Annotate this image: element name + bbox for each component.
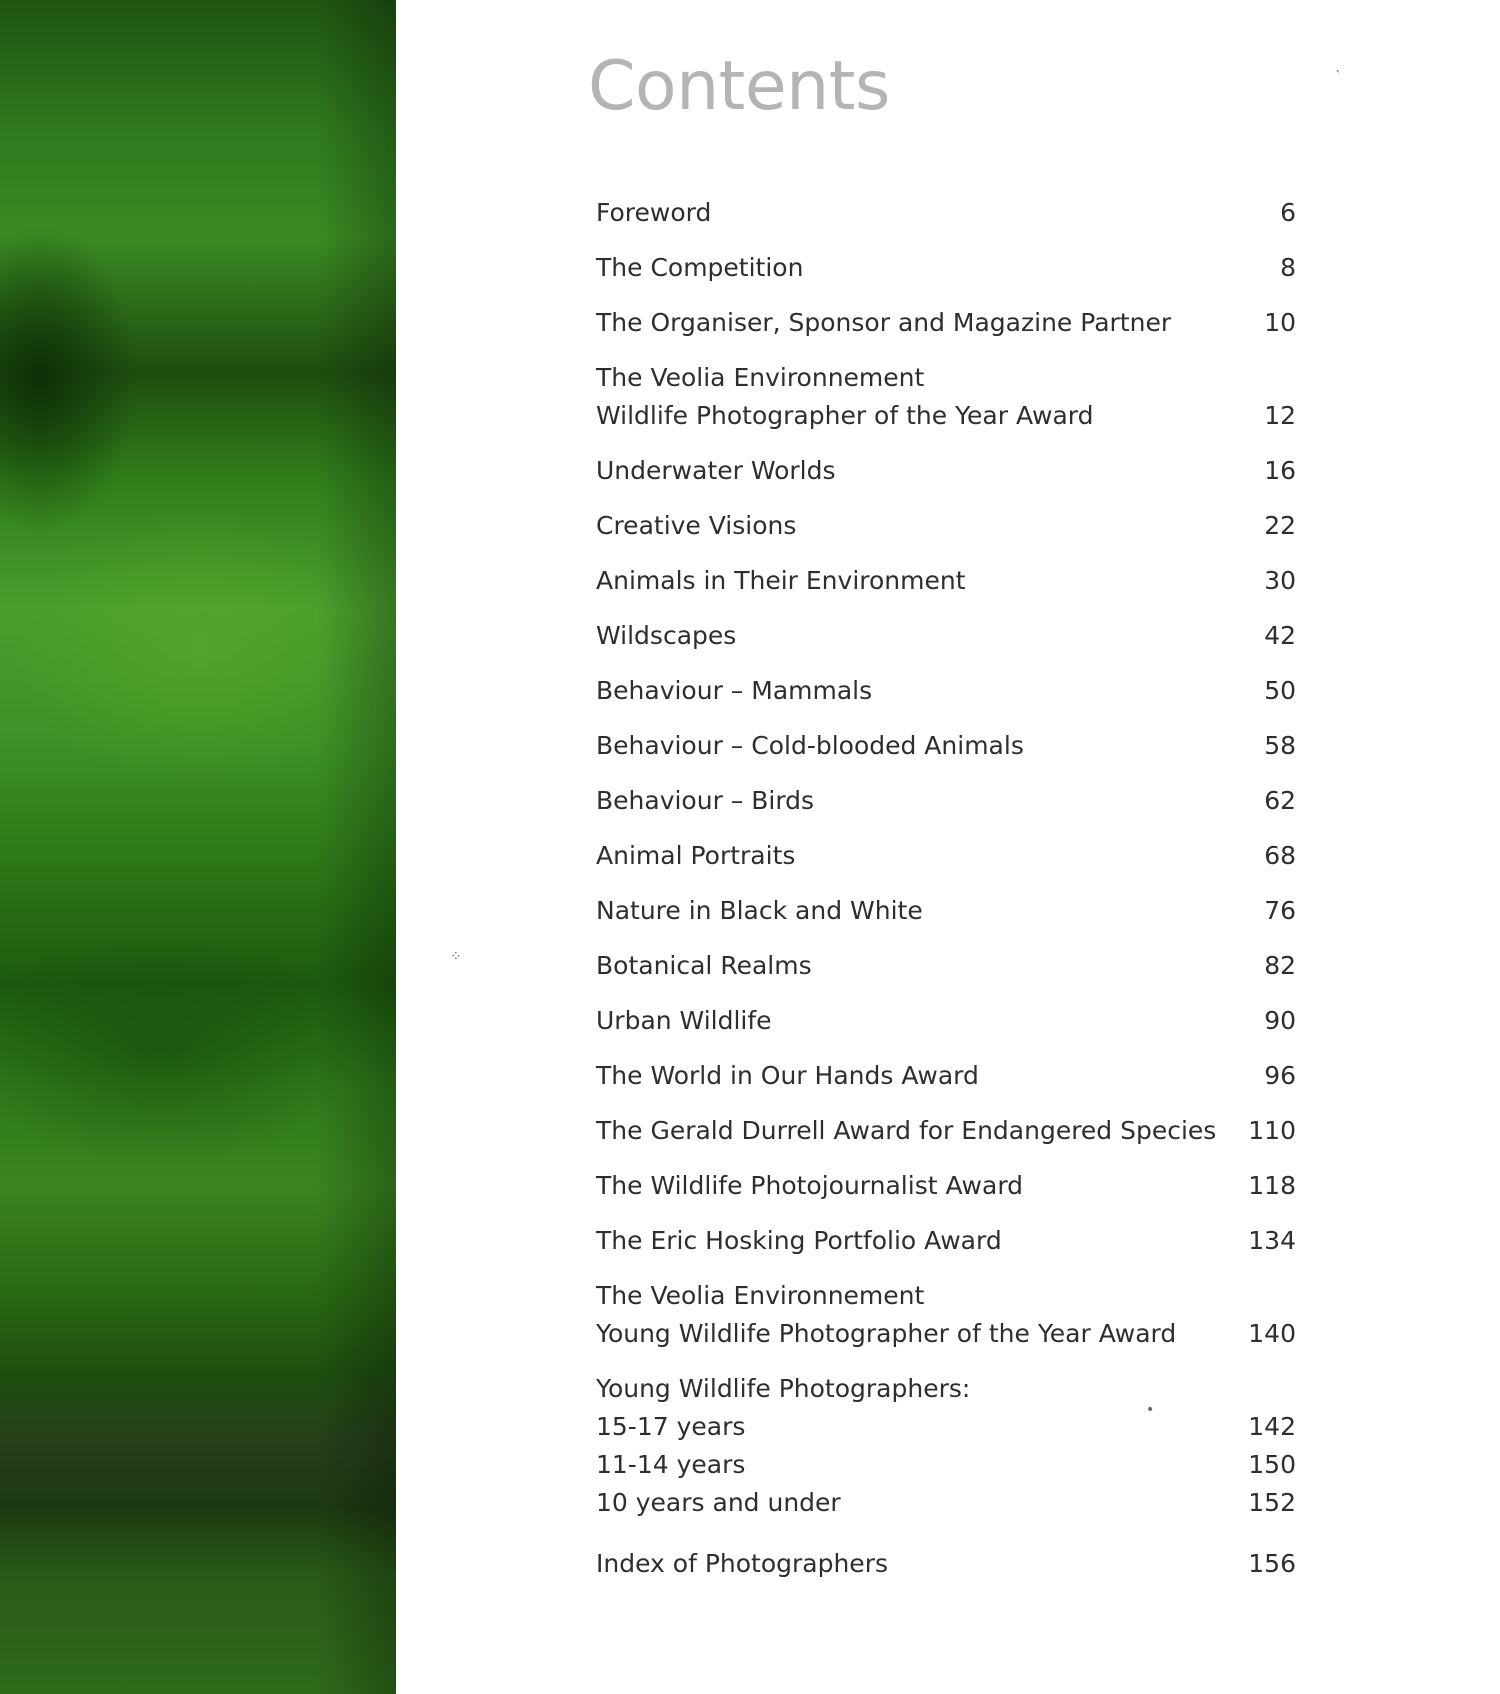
toc-line [596, 397, 1296, 435]
toc-entry-title: The Organiser, Sponsor and Magazine Partner [596, 308, 1172, 337]
toc-page-number: 82 [1264, 951, 1296, 980]
toc-entry [596, 194, 1296, 232]
toc-entry [596, 1370, 1296, 1522]
page-title: Contents [588, 47, 890, 126]
toc-entry [596, 617, 1296, 655]
toc-page-number: 8 [1280, 253, 1296, 282]
toc-entry [596, 1002, 1296, 1040]
toc-entry-title: Young Wildlife Photographers: [596, 1374, 971, 1403]
toc-entry [596, 304, 1296, 342]
toc-line [596, 1315, 1296, 1353]
toc-line [596, 1002, 1296, 1040]
toc-page-number: 16 [1264, 456, 1296, 485]
toc-entry [596, 1545, 1296, 1583]
toc-line [596, 1545, 1296, 1583]
toc-entry-title: Young Wildlife Photographer of the Year Award [596, 1319, 1177, 1348]
toc-page-number: 110 [1248, 1116, 1296, 1145]
toc-entry-title: Behaviour – Cold-blooded Animals [596, 731, 1024, 760]
toc-entry-title: Underwater Worlds [596, 456, 836, 485]
toc-entry-title: The Competition [596, 253, 804, 282]
toc-line [596, 194, 1296, 232]
toc-entry [596, 1057, 1296, 1095]
toc-line [596, 1446, 1296, 1484]
toc-entry [596, 672, 1296, 710]
toc-page-number: 76 [1264, 896, 1296, 925]
toc-entry-title: Wildscapes [596, 621, 737, 650]
toc-page-number: 30 [1264, 566, 1296, 595]
toc-line [596, 947, 1296, 985]
toc-entry [596, 727, 1296, 765]
toc-entry-title: Creative Visions [596, 511, 797, 540]
toc-line [596, 727, 1296, 765]
toc-entry [596, 782, 1296, 820]
toc-line [596, 1222, 1296, 1260]
toc-entry-title: Animals in Their Environment [596, 566, 966, 595]
toc-entry [596, 837, 1296, 875]
toc-entry-title: Behaviour – Mammals [596, 676, 873, 705]
toc-page-number: 118 [1248, 1171, 1296, 1200]
toc-page-number: 6 [1280, 198, 1296, 227]
toc-entry [596, 1167, 1296, 1205]
toc-entry [596, 359, 1296, 435]
toc-line [596, 1277, 1296, 1315]
toc-line [596, 359, 1296, 397]
toc-line [596, 1057, 1296, 1095]
toc-page-number: 68 [1264, 841, 1296, 870]
toc-line [596, 562, 1296, 600]
toc-page-number: 156 [1248, 1549, 1296, 1578]
toc-page-number: 140 [1248, 1319, 1296, 1348]
toc-line [596, 782, 1296, 820]
toc-line [596, 1112, 1296, 1150]
toc-entry [596, 249, 1296, 287]
toc-entry-title: Behaviour – Birds [596, 786, 815, 815]
toc-entry-title: The Wildlife Photojournalist Award [596, 1171, 1024, 1200]
toc-entry-title: Nature in Black and White [596, 896, 923, 925]
green-photo-panel [0, 0, 396, 1694]
toc-entry-title: The Gerald Durrell Award for Endangered Species [596, 1116, 1217, 1145]
toc-page-number: 150 [1248, 1450, 1296, 1479]
toc-entry-title: 10 years and under [596, 1488, 841, 1517]
toc-entry [596, 452, 1296, 490]
toc-entry-title: Animal Portraits [596, 841, 796, 870]
toc-entry [596, 947, 1296, 985]
toc-page-number: 90 [1264, 1006, 1296, 1035]
toc-line [596, 617, 1296, 655]
print-speck: ⁘ [450, 949, 462, 965]
toc-entry [596, 1222, 1296, 1260]
toc-line [596, 1370, 1296, 1408]
toc-line [596, 672, 1296, 710]
toc-line [596, 892, 1296, 930]
toc-entry-title: The Eric Hosking Portfolio Award [596, 1226, 1002, 1255]
toc-entry [596, 1112, 1296, 1150]
toc-line [596, 837, 1296, 875]
toc-line [596, 507, 1296, 545]
toc-line [596, 304, 1296, 342]
toc-entry [596, 507, 1296, 545]
toc-page-number: 142 [1248, 1412, 1296, 1441]
toc-page-number: 62 [1264, 786, 1296, 815]
toc-page-number: 10 [1264, 308, 1296, 337]
toc-entry-title: The Veolia Environnement [596, 1281, 925, 1310]
toc-line [596, 452, 1296, 490]
toc-line [596, 1408, 1296, 1446]
toc-page-number: 134 [1248, 1226, 1296, 1255]
toc-entry-title: Index of Photographers [596, 1549, 888, 1578]
toc-entry-title: Botanical Realms [596, 951, 812, 980]
toc-entry [596, 562, 1296, 600]
toc-entry-title: 15-17 years [596, 1412, 746, 1441]
toc-page-number: 42 [1264, 621, 1296, 650]
toc-page-number: 58 [1264, 731, 1296, 760]
toc-page-number: 96 [1264, 1061, 1296, 1090]
toc-page-number: 12 [1264, 401, 1296, 430]
toc-entry-title: Urban Wildlife [596, 1006, 772, 1035]
print-speck: • [1146, 1402, 1155, 1418]
toc-line [596, 1484, 1296, 1522]
toc-entry [596, 1277, 1296, 1353]
toc-page-number: 50 [1264, 676, 1296, 705]
toc-entry-title: The World in Our Hands Award [596, 1061, 979, 1090]
toc-line [596, 1167, 1296, 1205]
toc-entry-title: Wildlife Photographer of the Year Award [596, 401, 1094, 430]
toc-page-number: 152 [1248, 1488, 1296, 1517]
toc-entry-title: Foreword [596, 198, 712, 227]
print-speck: ˎ [1335, 57, 1342, 73]
toc-entry [596, 892, 1296, 930]
toc-entry-title: 11-14 years [596, 1450, 746, 1479]
toc-line [596, 249, 1296, 287]
toc-page-number: 22 [1264, 511, 1296, 540]
toc-entry-title: The Veolia Environnement [596, 363, 925, 392]
